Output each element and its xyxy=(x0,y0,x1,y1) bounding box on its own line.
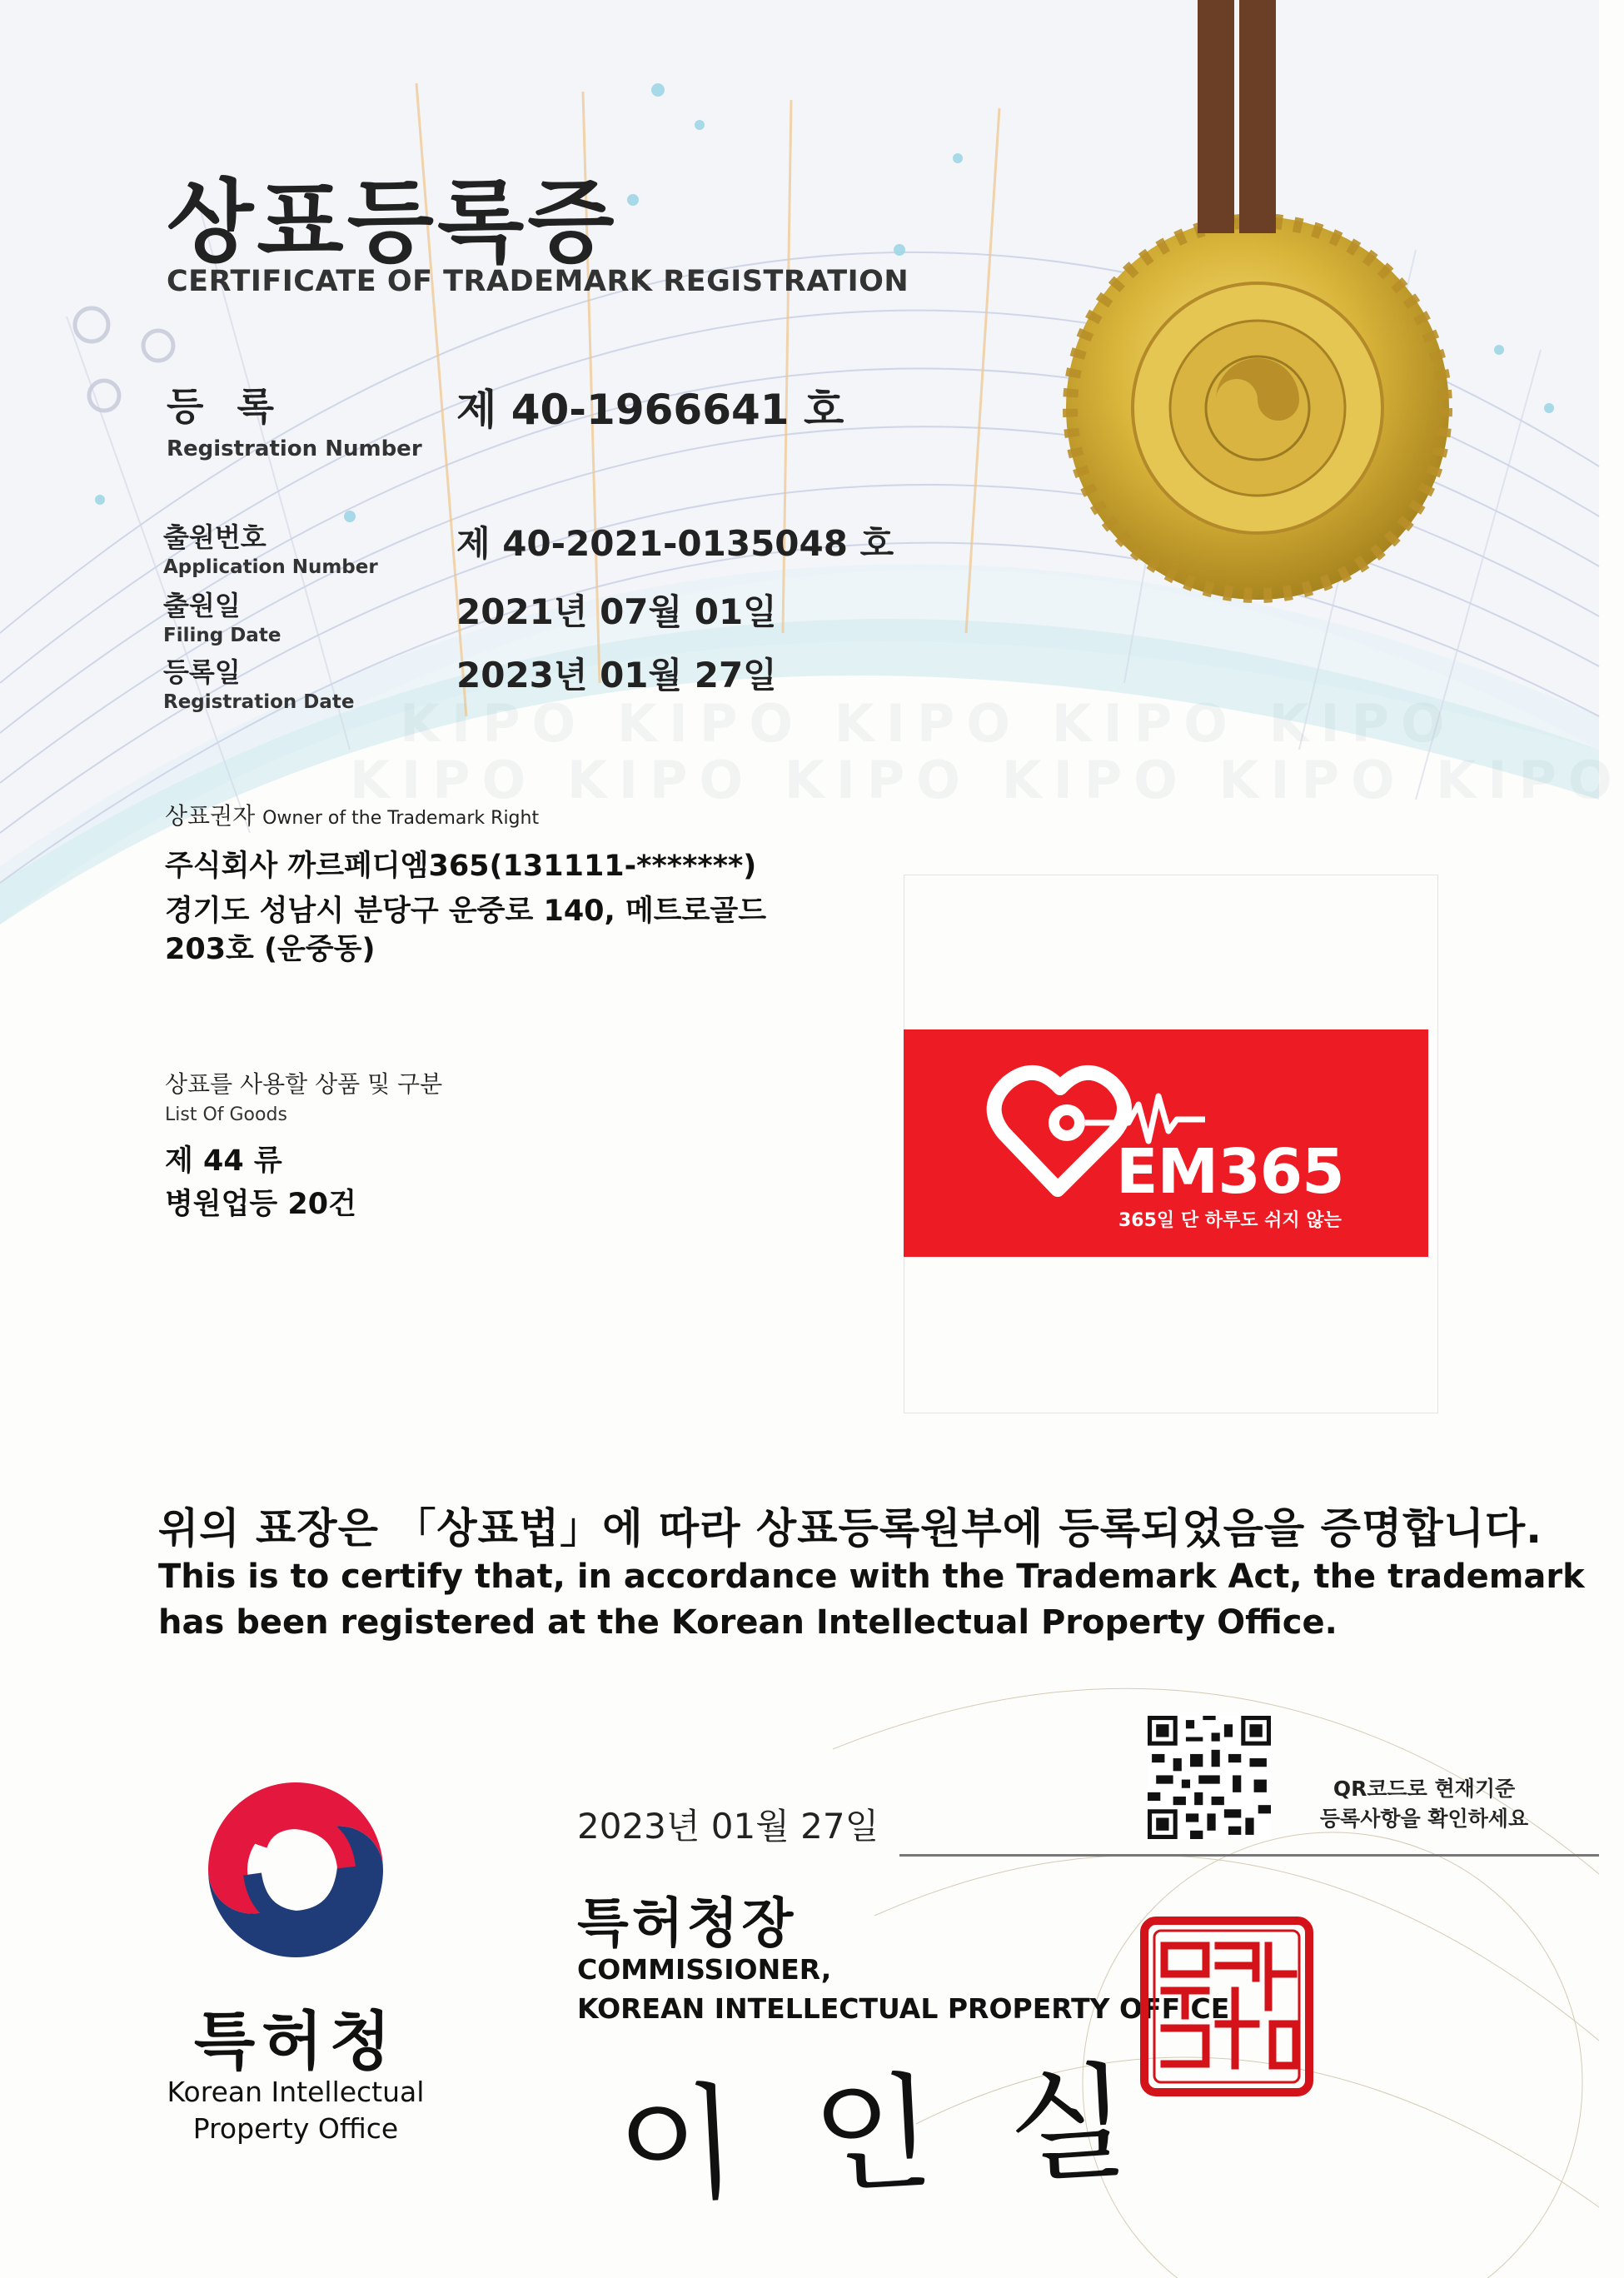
office-name-ko: 특허청 xyxy=(193,2004,398,2078)
seal-ribbon xyxy=(1239,0,1276,233)
application-number: 제 40-2021-0135048 호 xyxy=(456,523,894,564)
qr-note-line2: 등록사항을 확인하세요 xyxy=(1319,1807,1529,1831)
application-number-label-en: Application Number xyxy=(163,556,378,578)
background-watermark: KIPO KIPO KIPO KIPO KIPO xyxy=(400,693,1457,754)
office-name-en-line1: Korean Intellectual xyxy=(167,2076,425,2108)
commissioner-title-ko: 특허청장 xyxy=(577,1893,797,1955)
certification-statement-ko: 위의 표장은 「상표법」에 따라 상표등록원부에 등록되었음을 증명합니다. xyxy=(158,1504,1543,1553)
filing-date: 2021년 07월 01일 xyxy=(456,591,777,632)
filing-date-label-en: Filing Date xyxy=(163,625,281,646)
official-red-seal-icon xyxy=(1139,1916,1314,2097)
office-name-en-line2: Property Office xyxy=(192,2112,399,2145)
registration-number-label-en: Registration Number xyxy=(167,436,422,461)
owner-label-en: Owner of the Trademark Right xyxy=(262,808,540,829)
seal-ribbon xyxy=(1198,0,1234,233)
office-name-en xyxy=(150,2074,441,2147)
registration-number: 제 40-1966641 호 xyxy=(456,386,844,434)
owner-address-line1: 경기도 성남시 분당구 운중로 140, 메트로골드 xyxy=(165,895,767,928)
qr-note-line1: QR코드로 현재기준 xyxy=(1333,1777,1516,1801)
owner-address-line2: 203호 (운중동) xyxy=(165,933,376,966)
certification-statement-en-line1: This is to certify that, in accordance with the Trademark Act, the trademark xyxy=(158,1558,1585,1596)
background-watermark: KIPO KIPO KIPO KIPO KIPO KIPO xyxy=(350,750,1624,810)
owner-label xyxy=(165,798,539,831)
owner-label-ko: 상표권자 xyxy=(165,802,256,830)
trademark-logo-text: EM365 xyxy=(1116,1136,1344,1208)
document-title-en: CERTIFICATE OF TRADEMARK REGISTRATION xyxy=(167,265,909,298)
goods-class: 제 44 류 xyxy=(165,1144,282,1178)
signature-rule xyxy=(899,1854,1599,1857)
owner-name: 주식회사 까르페디엠365(131111-*******) xyxy=(165,850,757,883)
trademark-logo-slogan: 365일 단 하루도 쉬지 않는 xyxy=(1118,1210,1342,1231)
commissioner-title-en-line1: COMMISSIONER, xyxy=(577,1953,832,1986)
document-title-ko: 상표등록증 xyxy=(167,171,618,275)
kipo-taegeuk-logo-icon xyxy=(200,1774,391,1966)
application-number-label-ko: 출원번호 xyxy=(163,521,267,553)
filing-date-label-ko: 출원일 xyxy=(163,590,241,621)
registration-number-label-ko: 등 록 xyxy=(167,384,284,429)
registration-date: 2023년 01월 27일 xyxy=(456,655,777,695)
goods-label-ko: 상표를 사용할 상품 및 구분 xyxy=(165,1070,443,1098)
commissioner-title-en-line2: KOREAN INTELLECTUAL PROPERTY OFFICE xyxy=(577,1992,1230,2025)
qr-note xyxy=(1299,1774,1549,1834)
registration-date-label-ko: 등록일 xyxy=(163,656,241,688)
certification-statement-en-line2: has been registered at the Korean Intellectual Property Office. xyxy=(158,1603,1338,1642)
goods-label-en: List Of Goods xyxy=(165,1104,287,1125)
goods-count: 병원업등 20건 xyxy=(165,1188,356,1221)
commissioner-signature: 이인실 xyxy=(613,2046,1208,2222)
issue-date: 2023년 01월 27일 xyxy=(577,1806,879,1847)
trademark-logo xyxy=(904,1029,1428,1257)
qr-code-icon[interactable] xyxy=(1148,1716,1271,1839)
registration-date-label-en: Registration Date xyxy=(163,691,355,713)
